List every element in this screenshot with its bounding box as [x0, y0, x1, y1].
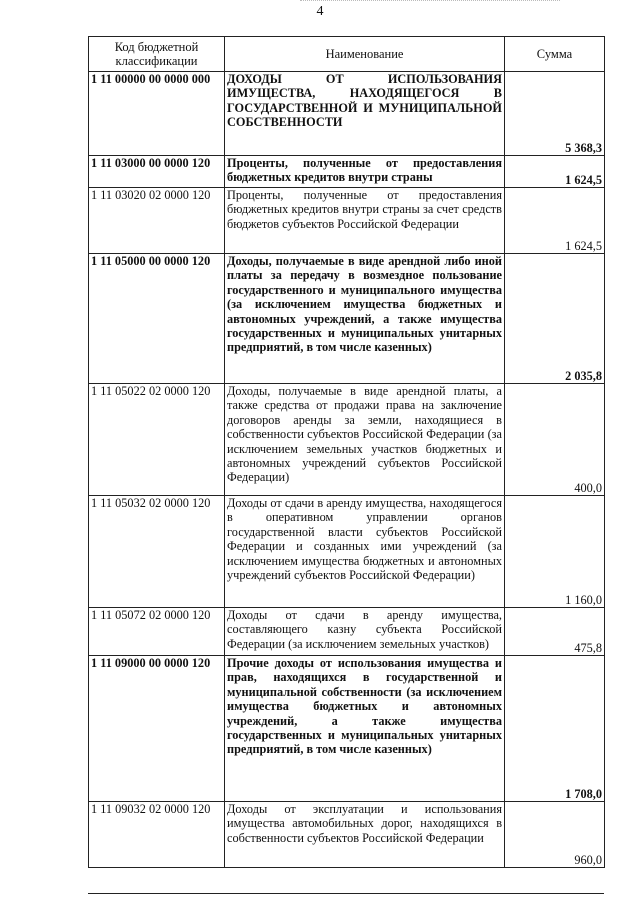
cell-code: 1 11 03020 02 0000 120 [89, 188, 225, 254]
page-number: 4 [316, 4, 324, 19]
table-row [89, 188, 605, 254]
table-bottom-border [88, 893, 604, 894]
cell-name: Прочие доходы от использования имущества и прав, находящихся в государственной и муниципальной собственности (за исключением имущества бюджетных и автономных учреждений, а также имущества государственных и муниципальных унитарных предприятий, в том числе казенных) [225, 656, 505, 802]
table-row [89, 608, 605, 656]
cell-code: 1 11 05022 02 0000 120 [89, 384, 225, 496]
cell-code: 1 11 09032 02 0000 120 [89, 802, 225, 868]
table-body [89, 72, 605, 868]
cell-code: 1 11 05000 00 0000 120 [89, 254, 225, 384]
table-row [89, 802, 605, 868]
table-header-row [89, 37, 605, 72]
cell-sum: 1 624,5 [505, 188, 605, 254]
cell-code: 1 11 09000 00 0000 120 [89, 656, 225, 802]
cell-name: Доходы, получаемые в виде арендной платы, а также средства от продажи права на заключение договоров аренды за земли, находящиеся в собственности субъектов Российской Федерации (за исключением земельных участков бюджетных и автономных учреждений субъектов Российской Федерации) [225, 384, 505, 496]
header-name: Наименование [225, 37, 505, 72]
cell-sum: 1 624,5 [505, 156, 605, 188]
cell-name: Доходы от сдачи в аренду имущества, составляющего казну субъекта Российской Федерации (за исключением земельных участков) [225, 608, 505, 656]
cell-sum: 960,0 [505, 802, 605, 868]
cell-name: ДОХОДЫ ОТ ИСПОЛЬЗОВАНИЯ ИМУЩЕСТВА, НАХОДЯЩЕГОСЯ В ГОСУДАРСТВЕННОЙ И МУНИЦИПАЛЬНОЙ СОБСТВЕННОСТИ [225, 72, 505, 156]
cell-sum: 5 368,3 [505, 72, 605, 156]
table-row [89, 72, 605, 156]
cell-sum: 400,0 [505, 384, 605, 496]
table-row [89, 496, 605, 608]
cell-code: 1 11 05072 02 0000 120 [89, 608, 225, 656]
table-row [89, 254, 605, 384]
cell-name: Доходы от эксплуатации и использования имущества автомобильных дорог, находящихся в собственности субъектов Российской Федерации [225, 802, 505, 868]
cell-sum: 1 708,0 [505, 656, 605, 802]
cell-sum: 475,8 [505, 608, 605, 656]
cell-name: Проценты, полученные от предоставления бюджетных кредитов внутри страны [225, 156, 505, 188]
table-row [89, 384, 605, 496]
cell-name: Доходы от сдачи в аренду имущества, находящегося в оперативном управлении органов государственной власти субъектов Российской Федерации и созданных ими учреждений (за исключением имущества бюджетных и автономных учреждений субъектов Российской Федерации) [225, 496, 505, 608]
cell-sum: 1 160,0 [505, 496, 605, 608]
cell-code: 1 11 05032 02 0000 120 [89, 496, 225, 608]
budget-table [88, 36, 605, 868]
cell-code: 1 11 00000 00 0000 000 [89, 72, 225, 156]
table-row [89, 656, 605, 802]
cell-name: Проценты, полученные от предоставления бюджетных кредитов внутри страны за счет средств бюджетов субъектов Российской Федерации [225, 188, 505, 254]
cell-code: 1 11 03000 00 0000 120 [89, 156, 225, 188]
cell-sum: 2 035,8 [505, 254, 605, 384]
table-row [89, 156, 605, 188]
cell-name: Доходы, получаемые в виде арендной либо иной платы за передачу в возмездное пользование государственного и муниципального имущества (за исключением имущества бюджетных и автономных учреждений, а также имущества государственных и муниципальных унитарных предприятий, в том числе казенных) [225, 254, 505, 384]
header-sum: Сумма [505, 37, 605, 72]
header-code: Код бюджетной классификации [89, 37, 225, 72]
